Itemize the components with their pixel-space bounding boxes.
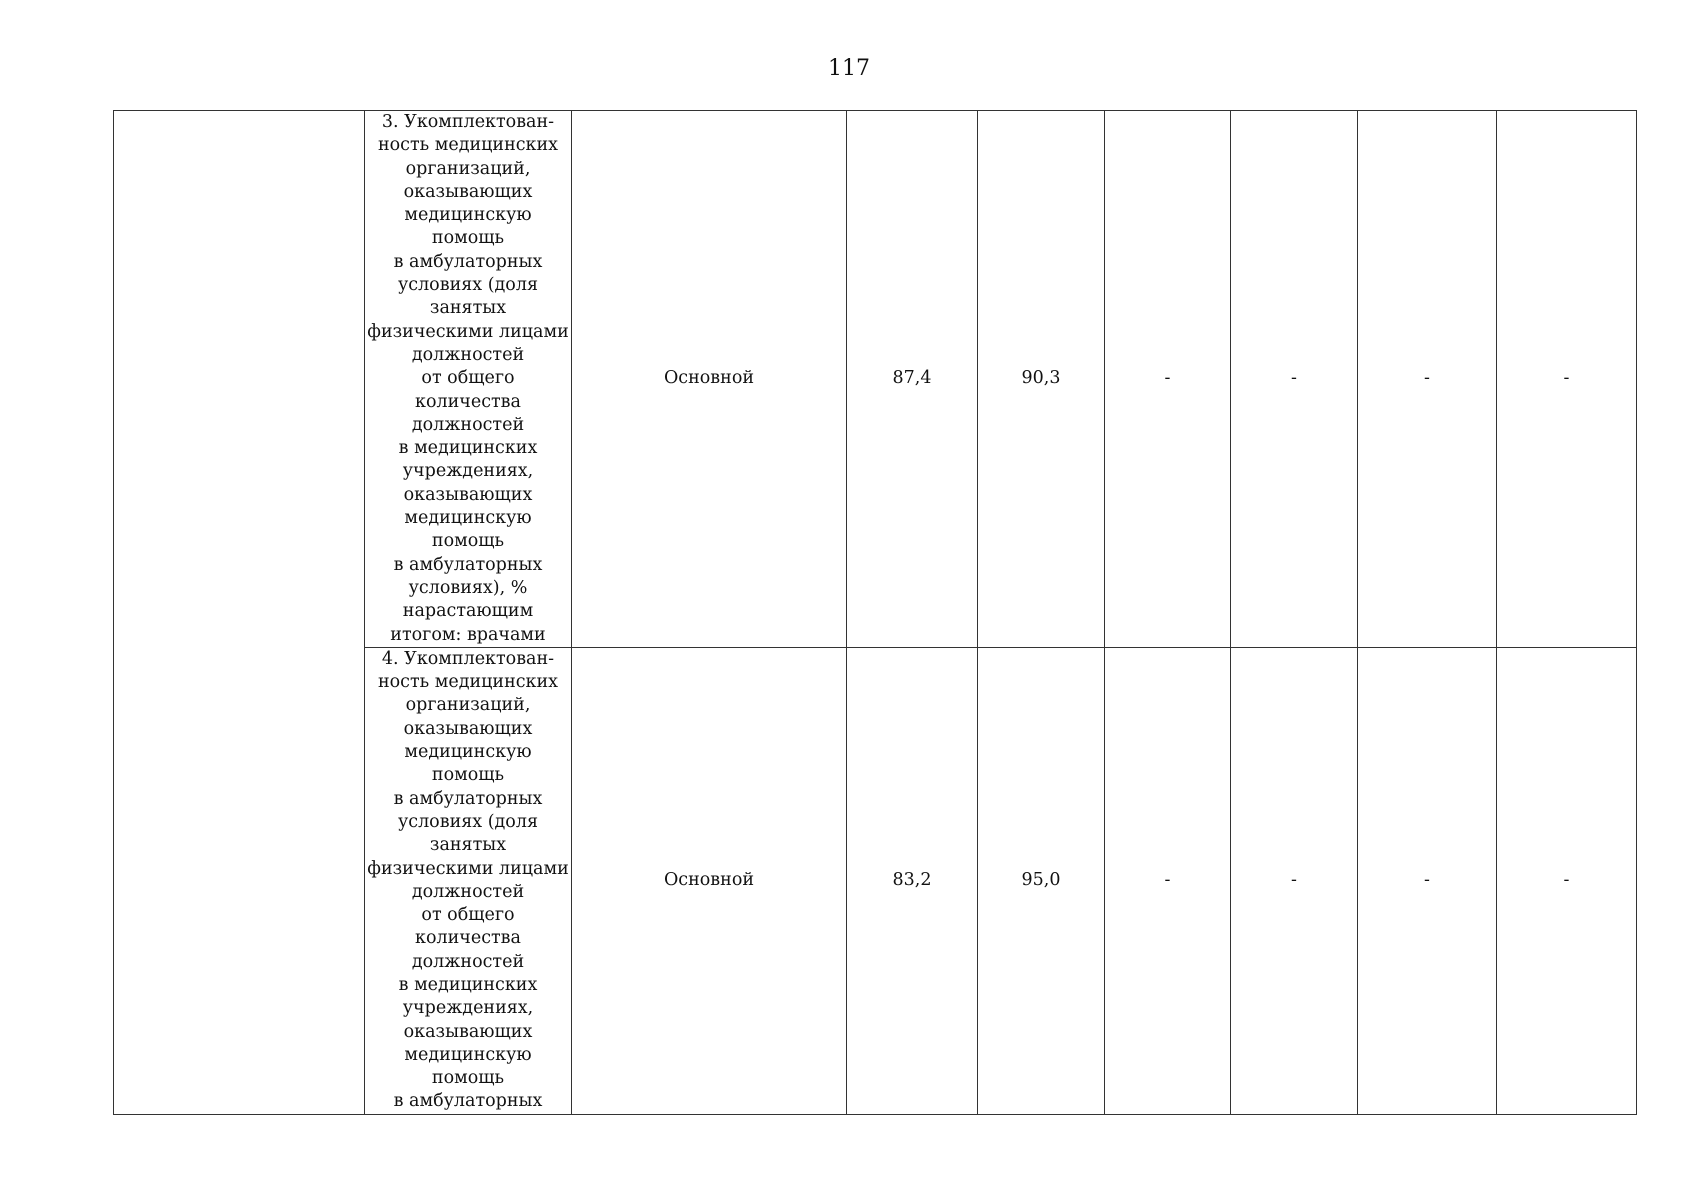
indicator-line: помощь — [431, 531, 505, 552]
indicator-line: учреждениях, — [402, 461, 534, 482]
value-cell: - — [1231, 111, 1358, 648]
indicator-line: должностей — [411, 344, 525, 365]
indicator-line: учреждениях, — [402, 998, 534, 1019]
indicator-line: организаций, — [405, 695, 531, 716]
indicator-line: условиях), % — [408, 577, 528, 598]
value-cell: - — [1358, 647, 1497, 1114]
indicator-line: в амбулаторных — [393, 251, 543, 272]
indicator-line: количества — [415, 391, 521, 412]
indicator-line: оказывающих — [403, 718, 533, 739]
indicator-line: в медицинских — [398, 438, 538, 459]
indicator-line: медицинскую — [404, 205, 532, 226]
indicator-line: нарастающим — [402, 601, 534, 622]
value-cell: - — [1497, 647, 1637, 1114]
page-number: 117 — [828, 56, 870, 81]
indicator-line: медицинскую — [404, 508, 532, 529]
indicator-line: от общего — [421, 905, 515, 926]
indicator-line: в медицинских — [398, 974, 538, 995]
indicator-cell — [365, 647, 572, 1114]
value-cell: - — [1358, 111, 1497, 648]
indicator-cell — [365, 111, 572, 648]
value-cell: 95,0 — [978, 647, 1105, 1114]
indicator-line: медицинскую — [404, 1044, 532, 1065]
indicator-line: должностей — [411, 951, 525, 972]
indicator-line: организаций, — [405, 158, 531, 179]
indicator-type-cell: Основной — [572, 647, 847, 1114]
indicator-line: оказывающих — [403, 181, 533, 202]
indicator-line: физическими лицами — [367, 858, 569, 879]
value-cell: 90,3 — [978, 111, 1105, 648]
value-cell: - — [1105, 647, 1231, 1114]
value-cell: - — [1105, 111, 1231, 648]
indicator-line: в амбулаторных — [393, 1091, 543, 1112]
table-row — [114, 111, 1637, 648]
indicator-line: условиях (доля — [397, 275, 539, 296]
indicator-line: оказывающих — [403, 1021, 533, 1042]
indicator-line: в амбулаторных — [393, 554, 543, 575]
indicator-line: физическими лицами — [367, 321, 569, 342]
indicator-line: 4. Укомплектован- — [381, 648, 555, 669]
indicator-line: 3. Укомплектован- — [381, 112, 555, 132]
indicator-line: медицинскую — [404, 742, 532, 763]
empty-first-column-cell — [114, 111, 365, 1115]
indicator-line: помощь — [431, 228, 505, 249]
indicator-line: занятых — [429, 835, 507, 856]
value-cell: 87,4 — [847, 111, 978, 648]
indicators-table — [113, 110, 1637, 1115]
indicator-line: итогом: врачами — [390, 624, 546, 645]
indicator-line: помощь — [431, 1068, 505, 1089]
indicator-line: должностей — [411, 414, 525, 435]
value-cell: - — [1231, 647, 1358, 1114]
indicator-line: оказывающих — [403, 484, 533, 505]
indicator-line: ность медицинских — [377, 672, 559, 693]
indicator-line: условиях (доля — [397, 811, 539, 832]
indicator-line: от общего — [421, 368, 515, 389]
value-cell: - — [1497, 111, 1637, 648]
indicator-line: в амбулаторных — [393, 788, 543, 809]
indicator-line: ность медицинских — [377, 135, 559, 156]
indicator-line: помощь — [431, 765, 505, 786]
value-cell: 83,2 — [847, 647, 978, 1114]
indicator-line: должностей — [411, 881, 525, 902]
indicator-line: занятых — [429, 298, 507, 319]
indicator-type-cell: Основной — [572, 111, 847, 648]
indicator-line: количества — [415, 928, 521, 949]
